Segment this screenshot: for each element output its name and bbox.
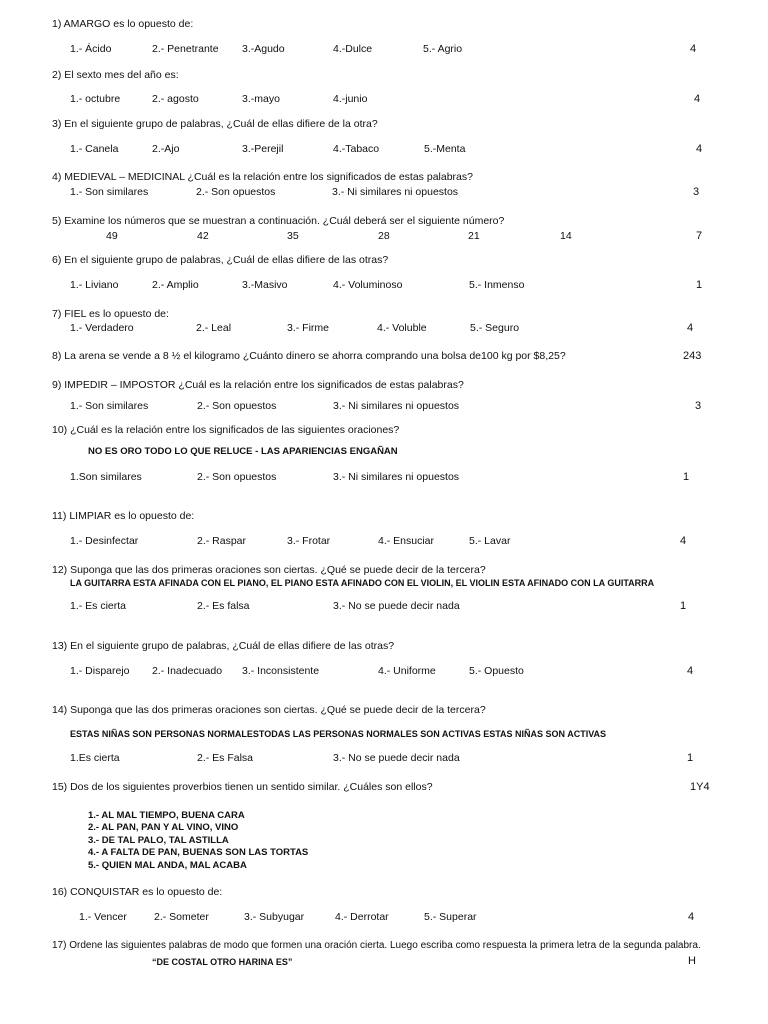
question-3-option-1: 1.- Canela [70, 143, 119, 155]
question-1-option-1: 1.- Ácido [70, 43, 112, 55]
question-7-option-2: 2.- Leal [196, 322, 232, 334]
question-2-option-2: 2.- agosto [152, 93, 199, 105]
question-8-answer: 243 [683, 350, 702, 362]
question-13-option-3: 3.- Inconsistente [242, 665, 320, 677]
question-15-answer: 1Y4 [690, 781, 710, 793]
question-7-option-5: 5.- Seguro [470, 322, 520, 334]
question-1-option-3: 3.-Agudo [242, 43, 285, 55]
question-3-prompt: 3) En el siguiente grupo de palabras, ¿Cuál de ellas difiere de la otra? [52, 118, 378, 130]
question-12-option-3: 3.- No se puede decir nada [333, 600, 460, 612]
question-10-answer: 1 [683, 471, 690, 483]
question-6-option-4: 4.- Voluminoso [333, 279, 403, 291]
question-6-answer: 1 [696, 279, 703, 291]
question-5-prompt: 5) Examine los números que se muestran a continuación. ¿Cuál deberá ser el siguiente número? [52, 215, 505, 227]
question-15-proverb-4: 4.- A FALTA DE PAN, BUENAS SON LAS TORTAS [88, 847, 309, 858]
question-13-prompt: 13) En el siguiente grupo de palabras, ¿Cuál de ellas difiere de las otras? [52, 640, 395, 652]
question-5-number-6: 14 [560, 230, 572, 242]
question-17-prompt: 17) Ordene las siguientes palabras de modo que formen una oración cierta. Luego escriba como respuesta la primera letra de la segunda palabra. [52, 940, 701, 951]
question-1-prompt: 1) AMARGO es lo opuesto de: [52, 18, 194, 30]
question-1-option-5: 5.- Agrio [423, 43, 463, 55]
question-14-option-3: 3.- No se puede decir nada [333, 752, 460, 764]
question-15-proverb-5: 5.- QUIEN MAL ANDA, MAL ACABA [88, 860, 247, 871]
question-13-option-4: 4.- Uniforme [378, 665, 436, 677]
question-11-option-4: 4.- Ensuciar [378, 535, 435, 547]
question-13-option-1: 1.- Disparejo [70, 665, 130, 677]
question-2-option-4: 4.-junio [333, 93, 368, 105]
question-6-option-1: 1.- Liviano [70, 279, 119, 291]
question-16-prompt: 16) CONQUISTAR es lo opuesto de: [52, 886, 223, 898]
question-12-statement: LA GUITARRA ESTA AFINADA CON EL PIANO, EL PIANO ESTA AFINADO CON EL VIOLIN, EL VIOLIN ESTA AFINADO CON LA GUITARRA [70, 578, 655, 588]
question-14-statement: ESTAS NIÑAS SON PERSONAS NORMALESTODAS LAS PERSONAS NORMALES SON ACTIVAS ESTAS NIÑAS SON ACTIVAS [70, 729, 607, 739]
question-13-answer: 4 [687, 665, 694, 677]
question-2-answer: 4 [694, 93, 701, 105]
question-5-number-4: 28 [378, 230, 390, 242]
question-15-prompt: 15) Dos de los siguientes proverbios tienen un sentido similar. ¿Cuáles son ellos? [52, 781, 433, 793]
question-6-option-5: 5.- Inmenso [469, 279, 525, 291]
question-12-option-1: 1.- Es cierta [70, 600, 127, 612]
question-4-answer: 3 [693, 186, 700, 198]
question-16-option-4: 4.- Derrotar [335, 911, 389, 923]
question-1-answer: 4 [690, 43, 697, 55]
question-7-answer: 4 [687, 322, 694, 334]
question-10-statement: NO ES ORO TODO LO QUE RELUCE - LAS APARIENCIAS ENGAÑAN [88, 446, 398, 457]
question-9-prompt: 9) IMPEDIR – IMPOSTOR ¿Cuál es la relación entre los significados de estas palabras? [52, 379, 464, 391]
question-9-option-2: 2.- Son opuestos [197, 400, 277, 412]
question-11-answer: 4 [680, 535, 687, 547]
question-16-option-1: 1.- Vencer [79, 911, 127, 923]
question-10-option-2: 2.- Son opuestos [197, 471, 277, 483]
question-16-option-3: 3.- Subyugar [244, 911, 305, 923]
question-5-number-2: 42 [197, 230, 209, 242]
question-11-prompt: 11) LIMPIAR es lo opuesto de: [52, 510, 195, 522]
question-12-option-2: 2.- Es falsa [197, 600, 250, 612]
question-13-option-2: 2.- Inadecuado [152, 665, 223, 677]
question-9-option-3: 3.- Ni similares ni opuestos [333, 400, 460, 412]
question-11-option-1: 1.- Desinfectar [70, 535, 139, 547]
question-16-option-5: 5.- Superar [424, 911, 477, 923]
question-1-option-4: 4.-Dulce [333, 43, 373, 55]
question-2-option-3: 3.-mayo [242, 93, 280, 105]
question-10-prompt: 10) ¿Cuál es la relación entre los significados de las siguientes oraciones? [52, 424, 400, 436]
question-9-answer: 3 [695, 400, 702, 412]
question-15-proverb-1: 1.- AL MAL TIEMPO, BUENA CARA [88, 810, 245, 821]
question-5-number-3: 35 [287, 230, 299, 242]
question-3-option-4: 4.-Tabaco [333, 143, 380, 155]
question-17-statement: “DE COSTAL OTRO HARINA ES” [152, 957, 293, 967]
question-12-prompt: 12) Suponga que las dos primeras oraciones son ciertas. ¿Qué se puede decir de la tercera? [52, 564, 486, 576]
question-6-prompt: 6) En el siguiente grupo de palabras, ¿Cuál de ellas difiere de las otras? [52, 254, 389, 266]
question-1-option-2: 2.- Penetrante [152, 43, 219, 55]
question-10-option-1: 1.Son similares [70, 471, 142, 483]
question-4-option-3: 3.- Ni similares ni opuestos [332, 186, 459, 198]
question-7-option-1: 1.- Verdadero [70, 322, 134, 334]
question-17-answer: H [688, 955, 696, 967]
question-16-answer: 4 [688, 911, 695, 923]
question-5-number-5: 21 [468, 230, 480, 242]
question-14-option-1: 1.Es cierta [70, 752, 120, 764]
question-6-option-2: 2.- Amplio [152, 279, 199, 291]
question-14-prompt: 14) Suponga que las dos primeras oraciones son ciertas. ¿Qué se puede decir de la tercera? [52, 704, 486, 716]
question-4-option-2: 2.- Son opuestos [196, 186, 276, 198]
question-6-option-3: 3.-Masivo [242, 279, 288, 291]
question-5-number-1: 49 [106, 230, 118, 242]
question-3-answer: 4 [696, 143, 703, 155]
question-14-option-2: 2.- Es Falsa [197, 752, 254, 764]
question-11-option-3: 3.- Frotar [287, 535, 331, 547]
question-13-option-5: 5.- Opuesto [469, 665, 524, 677]
question-3-option-3: 3.-Perejil [242, 143, 284, 155]
question-4-option-1: 1.- Son similares [70, 186, 149, 198]
question-10-option-3: 3.- Ni similares ni opuestos [333, 471, 460, 483]
question-11-option-2: 2.- Raspar [197, 535, 247, 547]
question-14-answer: 1 [687, 752, 694, 764]
question-12-answer: 1 [680, 600, 687, 612]
question-2-prompt: 2) El sexto mes del año es: [52, 69, 179, 81]
question-7-option-4: 4.- Voluble [377, 322, 427, 334]
question-15-proverb-3: 3.- DE TAL PALO, TAL ASTILLA [88, 835, 229, 846]
question-7-prompt: 7) FIEL es lo opuesto de: [52, 308, 169, 320]
question-3-option-2: 2.-Ajo [152, 143, 180, 155]
question-11-option-5: 5.- Lavar [469, 535, 511, 547]
question-7-option-3: 3.- Firme [287, 322, 329, 334]
question-9-option-1: 1.- Son similares [70, 400, 149, 412]
question-4-prompt: 4) MEDIEVAL – MEDICINAL ¿Cuál es la relación entre los significados de estas palabras? [52, 171, 473, 183]
question-16-option-2: 2.- Someter [154, 911, 209, 923]
question-5-answer: 7 [696, 230, 703, 242]
question-8-prompt: 8) La arena se vende a 8 ½ el kilogramo ¿Cuánto dinero se ahorra comprando una bolsa de100 kg por $8,25? [52, 350, 566, 362]
question-2-option-1: 1.- octubre [70, 93, 121, 105]
question-15-proverb-2: 2.- AL PAN, PAN Y AL VINO, VINO [88, 822, 239, 833]
question-3-option-5: 5.-Menta [424, 143, 466, 155]
